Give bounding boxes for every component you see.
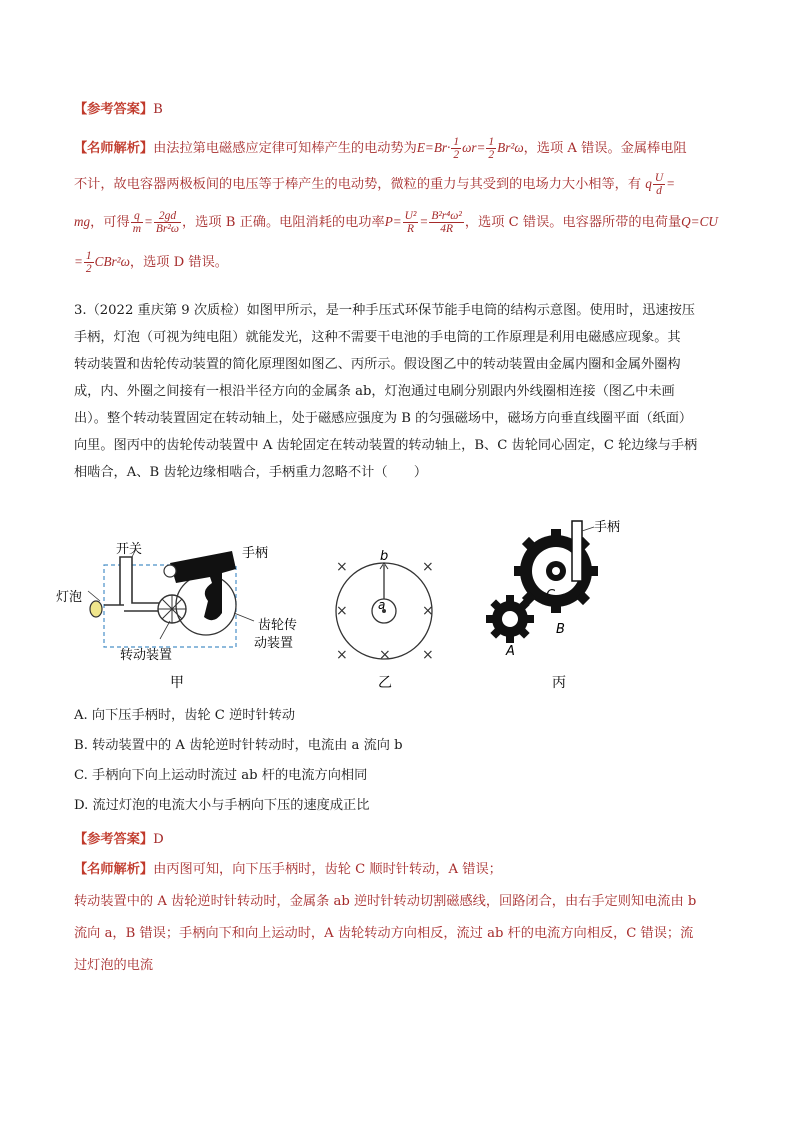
denominator: 2: [488, 149, 495, 161]
analysis-text: ，选项 B 正确。电阻消耗的电功率: [181, 215, 385, 230]
label-switch: 开关: [116, 542, 143, 557]
fraction: [486, 136, 496, 161]
analysis1-line-1: [74, 136, 724, 161]
question3-line-1: 3.（2022 重庆第 9 次质检）如图甲所示，是一种手压式环保节能手电筒的结构示意图。使用时，迅速按压: [74, 303, 695, 318]
label-B: B: [556, 622, 565, 637]
field-cross: ×: [379, 647, 391, 663]
formula-part: P=: [384, 214, 402, 229]
formula-part: q: [645, 176, 652, 191]
gear-tooth: [551, 529, 561, 539]
fraction: [451, 136, 461, 161]
answer-value: B: [153, 102, 163, 117]
numerator: 1: [85, 250, 92, 262]
answer-line-3: [74, 830, 724, 850]
label-bulb: 灯泡: [56, 590, 83, 605]
question3-line-2: 手柄，灯泡（可视为纯电阻）就能发光，这种不需要干电池的手电筒的工作原理是利用电磁感应现象。其: [74, 330, 681, 345]
analysis-tag: 【名师解析】: [74, 141, 154, 156]
analysis-tag: 【名师解析】: [74, 862, 154, 877]
answer-line-1: [74, 100, 724, 120]
question3-line-6: 向里。图丙中的齿轮传动装置中 A 齿轮固定在转动装置的转动轴上，B、C 齿轮同心固定，C 轮边缘与手柄: [74, 438, 698, 453]
analysis-text: ，选项 D 错误。: [129, 255, 228, 270]
numerator: U²: [404, 210, 417, 222]
axis-hole: [552, 567, 560, 575]
label-gear-1: 齿轮传: [258, 618, 298, 633]
caption-jia: 甲: [170, 675, 184, 691]
gear-tooth: [551, 603, 561, 613]
formula-part: CBr²ω: [94, 254, 130, 269]
option-c: C. 手柄向下向上运动时流过 ab 杆的电流方向相同: [74, 768, 368, 783]
caption-bing: 丙: [552, 675, 566, 691]
numerator: 1: [488, 136, 495, 148]
option-b: B. 转动装置中的 A 齿轮逆时针转动时，电流由 a 流向 b: [74, 738, 403, 753]
label-b: b: [380, 549, 389, 564]
answer-tag: 【参考答案】: [74, 102, 154, 117]
question3-line-5: 出）。整个转动装置固定在转动轴上，处于磁感应强度为 B 的匀强磁场中，磁场方向垂直线圈平面（纸面）: [74, 411, 693, 426]
handle-pivot: [164, 565, 176, 577]
rotor-spokes: [158, 595, 186, 623]
field-cross: ×: [336, 559, 348, 575]
question3-line-3: 转动装置和齿轮传动装置的简化原理图如图乙、丙所示。假设图乙中的转动装置由金属内圈和金属外圈构: [74, 357, 681, 372]
leader-bulb: [88, 591, 100, 601]
numerator: U: [654, 172, 664, 184]
fraction: [403, 210, 419, 235]
formula-part: ωr=: [462, 140, 486, 155]
fraction: [131, 210, 143, 235]
analysis-text: 由丙图可知，向下压手柄时，齿轮 C 顺时针转动，A 错误；: [153, 862, 502, 877]
field-cross: ×: [422, 603, 434, 619]
formula-part: =: [419, 214, 429, 229]
formula-part: =: [74, 254, 83, 269]
label-gear-2: 动装置: [254, 636, 294, 651]
leader-handle: [582, 527, 594, 531]
figures-area: [0, 505, 794, 705]
denominator: 2: [453, 149, 460, 161]
handle-bar: [572, 521, 582, 581]
fraction: [653, 172, 665, 197]
numerator: B²r⁴ω²: [431, 210, 462, 222]
field-cross: ×: [422, 647, 434, 663]
formula-part: E=Br·: [416, 140, 451, 155]
gear-tooth: [506, 595, 514, 603]
gear-tooth: [486, 615, 494, 623]
label-handle: 手柄: [594, 520, 621, 535]
question3-line-7: 相啮合，A、B 齿轮边缘相啮合，手柄重力忽略不计（ ）: [74, 465, 428, 480]
numerator: 1: [453, 136, 460, 148]
gear-tooth: [526, 615, 534, 623]
denominator: d: [656, 185, 662, 197]
label-a: a: [378, 598, 386, 612]
caption-yi: 乙: [378, 675, 392, 691]
formula-part: =: [666, 176, 676, 191]
figure-jia: [56, 542, 297, 691]
label-handle: 手柄: [242, 546, 269, 561]
formula-part: mg: [74, 214, 91, 229]
answer-tag: 【参考答案】: [74, 832, 154, 847]
fraction: [154, 210, 181, 235]
field-cross: ×: [336, 647, 348, 663]
leader-gear: [234, 613, 254, 621]
analysis-text: ，可得: [90, 215, 130, 230]
denominator: Br²ω: [155, 223, 179, 235]
formula-part: Br²ω: [497, 140, 524, 155]
answer-value: D: [153, 832, 164, 847]
analysis1-line-2: [74, 172, 724, 197]
fraction: [84, 250, 94, 275]
bulb-icon: [90, 601, 102, 617]
gear-tooth: [506, 635, 514, 643]
label-C: C: [546, 588, 556, 603]
gear-A-hole: [502, 611, 518, 627]
analysis1-line-3: [74, 210, 724, 235]
option-d: D. 流过灯泡的电流大小与手柄向下压的速度成正比: [74, 798, 370, 813]
figure-yi: [336, 549, 434, 691]
analysis3-line-4: 过灯泡的电流: [74, 958, 154, 973]
analysis3-line-1: [74, 860, 724, 880]
analysis-text: 由法拉第电磁感应定律可知棒产生的电动势为: [153, 141, 417, 156]
field-cross: ×: [422, 559, 434, 575]
gear-tooth: [588, 566, 598, 576]
fraction: [429, 210, 464, 235]
question3-line-4: 成，内、外圈之间接有一根沿半径方向的金属条 ab，灯泡通过电刷分别跟内外线圈相连接（图乙中未画: [74, 384, 675, 399]
leader-rotor: [160, 621, 170, 639]
gear-tooth: [514, 566, 524, 576]
analysis-text: 不计，故电容器两极板间的电压等于棒产生的电动势，微粒的重力与其受到的电场力大小相等，有: [74, 177, 642, 192]
label-A: A: [506, 644, 515, 659]
analysis3-line-2: 转动装置中的 A 齿轮逆时针转动时，金属条 ab 逆时针转动切割磁感线，回路闭合，由右手定则知电流由 b: [74, 894, 697, 909]
numerator: q: [131, 210, 143, 223]
option-a: A. 向下压手柄时，齿轮 C 逆时针转动: [74, 708, 296, 723]
figure-bing: [486, 519, 620, 691]
analysis-text: ，选项 A 错误。金属棒电阻: [523, 141, 687, 156]
analysis1-line-4: [74, 250, 724, 275]
denominator: 2: [85, 263, 92, 275]
label-rotor: 转动装置: [120, 648, 173, 663]
numerator: 2gd: [154, 210, 181, 223]
analysis3-line-3: 流向 a，B 错误；手柄向下和向上运动时，A 齿轮转动方向相反，流过 ab 杆的电流方向相反，C 错误；流: [74, 926, 694, 941]
field-cross: ×: [336, 603, 348, 619]
analysis-text: ，选项 C 错误。电容器所带的电荷量: [464, 215, 682, 230]
formula-part: Q=CU: [681, 214, 718, 229]
formula-part: =: [144, 214, 153, 229]
denominator: 4R: [440, 223, 453, 235]
denominator: R: [407, 223, 415, 235]
denominator: m: [132, 223, 141, 235]
